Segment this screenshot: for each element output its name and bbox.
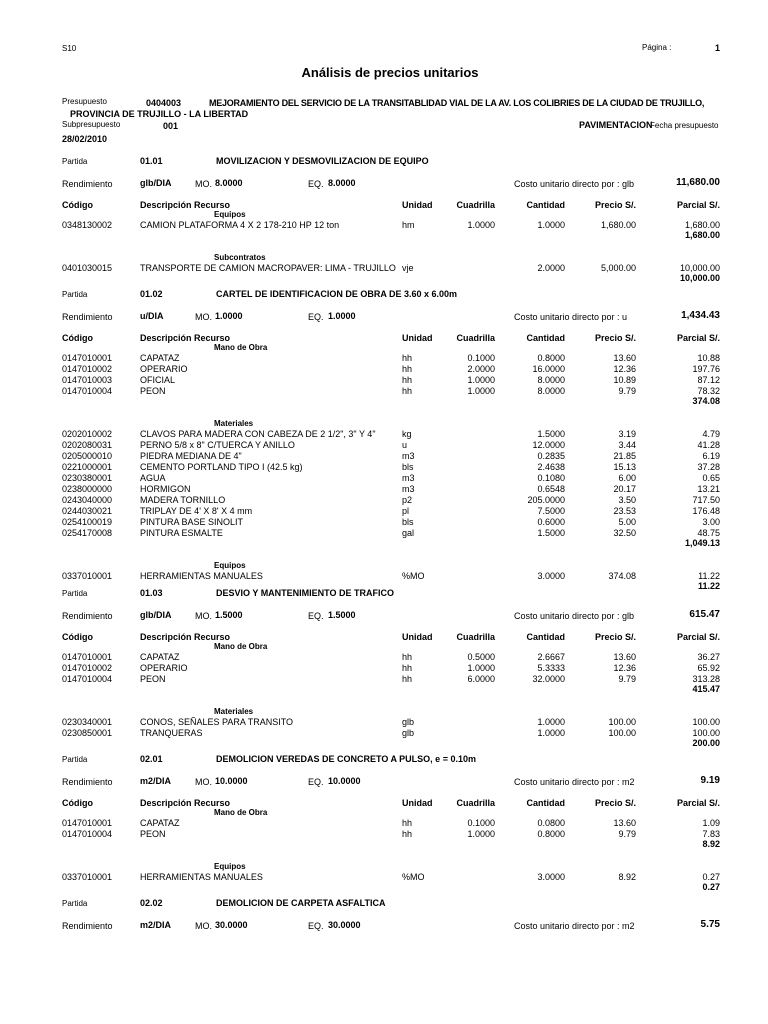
resource-parcial: 13.21	[697, 484, 720, 494]
resource-unit: hh	[402, 652, 413, 662]
resource-precio: 13.60	[613, 353, 636, 363]
resource-unit: hh	[402, 663, 413, 673]
costo-unitario-label: Costo unitario directo por : u	[514, 312, 628, 322]
resource-precio: 5.00	[618, 517, 636, 527]
col-header-codigo: Código	[62, 798, 93, 808]
resource-code: 0244030021	[62, 506, 113, 516]
resource-cantidad: 3.0000	[537, 872, 565, 882]
eq-label: EQ.	[308, 312, 324, 322]
resource-parcial: 100.00	[692, 728, 720, 738]
partida-name: DEMOLICION VEREDAS DE CONCRETO A PULSO, e = 0.10m	[216, 754, 476, 764]
resource-precio: 100.00	[608, 717, 636, 727]
resource-cantidad: 2.6667	[537, 652, 565, 662]
resource-precio: 23.53	[613, 506, 636, 516]
resource-description: MADERA TORNILLO	[140, 495, 226, 505]
resource-cantidad: 1.0000	[537, 728, 565, 738]
group-heading: Mano de Obra	[214, 642, 268, 651]
col-header-parcial: Parcial S/.	[676, 333, 720, 343]
mo-label: MO.	[195, 921, 212, 931]
mo-value: 8.0000	[215, 178, 243, 188]
resource-cuadrilla: 1.0000	[467, 829, 495, 839]
resource-cuadrilla: 1.0000	[467, 375, 495, 385]
resource-cantidad: 1.5000	[537, 429, 565, 439]
resource-cantidad: 1.0000	[537, 220, 565, 230]
resource-precio: 20.17	[613, 484, 636, 494]
resource-description: AGUA	[140, 473, 166, 483]
resource-unit: %MO	[402, 872, 425, 882]
resource-precio: 100.00	[608, 728, 636, 738]
costo-unitario-value: 615.47	[689, 609, 720, 620]
group-subtotal: 1,049.13	[684, 538, 720, 548]
col-header-unidad: Unidad	[402, 200, 433, 210]
resource-description: TRIPLAY DE 4' X 8' X 4 mm	[140, 506, 253, 516]
resource-parcial: 11.22	[698, 571, 720, 581]
col-header-precio: Precio S/.	[594, 798, 636, 808]
resource-description: PIEDRA MEDIANA DE 4"	[140, 451, 242, 461]
resource-code: 0205000010	[62, 451, 113, 461]
mo-value: 1.5000	[215, 610, 243, 620]
col-header-codigo: Código	[62, 200, 93, 210]
resource-cantidad: 8.0000	[537, 375, 565, 385]
resource-cantidad: 8.0000	[537, 386, 565, 396]
mo-label: MO.	[195, 179, 212, 189]
resource-parcial: 7.83	[702, 829, 720, 839]
resource-unit: m3	[402, 473, 415, 483]
subpresupuesto-label: Subpresupuesto	[62, 120, 121, 129]
group-subtotal: 10,000.00	[679, 273, 720, 283]
eq-value: 8.0000	[328, 178, 356, 188]
group-heading: Equipos	[214, 862, 246, 871]
resource-description: TRANSPORTE DE CAMION MACROPAVER: LIMA - TRUJILLO	[140, 263, 396, 273]
resource-code: 0147010001	[62, 353, 113, 363]
resource-unit: bls	[402, 462, 414, 472]
resource-code: 0147010001	[62, 818, 113, 828]
partida-label: Partida	[62, 290, 88, 299]
page-title: Análisis de precios unitarios	[301, 65, 479, 80]
resource-cantidad: 1.0000	[537, 717, 565, 727]
resource-unit: gal	[402, 528, 415, 538]
col-header-codigo: Código	[62, 632, 93, 642]
rendimiento-unit: glb/DIA	[140, 610, 172, 620]
group-heading: Equipos	[214, 561, 246, 570]
eq-value: 1.5000	[328, 610, 356, 620]
resource-cantidad: 205.0000	[527, 495, 565, 505]
resource-cantidad: 12.0000	[532, 440, 565, 450]
eq-label: EQ.	[308, 179, 324, 189]
eq-label: EQ.	[308, 611, 324, 621]
group-heading: Materiales	[214, 707, 254, 716]
resource-precio: 5,000.00	[600, 263, 636, 273]
resource-cantidad: 1.5000	[537, 528, 565, 538]
resource-parcial: 4.79	[702, 429, 720, 439]
resource-description: OFICIAL	[140, 375, 176, 385]
mo-label: MO.	[195, 312, 212, 322]
resource-code: 0337010001	[62, 571, 113, 581]
resource-cantidad: 2.0000	[537, 263, 565, 273]
col-header-unidad: Unidad	[402, 798, 433, 808]
partida-code: 01.02	[140, 289, 163, 299]
resource-code: 0230850001	[62, 728, 113, 738]
resource-code: 0147010002	[62, 364, 113, 374]
resource-cuadrilla: 6.0000	[467, 674, 495, 684]
costo-unitario-label: Costo unitario directo por : glb	[514, 179, 635, 189]
resource-code: 0147010003	[62, 375, 113, 385]
resource-description: CEMENTO PORTLAND TIPO I (42.5 kg)	[140, 462, 303, 472]
resource-unit: hh	[402, 674, 413, 684]
resource-unit: vje	[402, 263, 414, 273]
partida-name: MOVILIZACION Y DESMOVILIZACION DE EQUIPO	[216, 156, 429, 166]
partida-code: 02.01	[140, 754, 163, 764]
resource-cantidad: 32.0000	[532, 674, 565, 684]
resource-code: 0337010001	[62, 872, 113, 882]
costo-unitario-label: Costo unitario directo por : m2	[514, 777, 635, 787]
group-subtotal: 11.22	[697, 581, 720, 591]
rendimiento-unit: m2/DIA	[140, 776, 172, 786]
fecha-label: Fecha presupuesto	[650, 121, 719, 130]
resource-unit: p2	[402, 495, 413, 505]
partida-name: DEMOLICION DE CARPETA ASFALTICA	[216, 898, 386, 908]
resource-precio: 12.36	[613, 663, 636, 673]
resource-unit: bls	[402, 517, 414, 527]
mo-value: 10.0000	[215, 776, 248, 786]
resource-precio: 9.79	[618, 386, 636, 396]
resource-precio: 15.13	[613, 462, 636, 472]
eq-label: EQ.	[308, 921, 324, 931]
resource-unit: kg	[402, 429, 412, 439]
resource-description: CLAVOS PARA MADERA CON CABEZA DE 2 1/2", 3" Y 4"	[140, 429, 376, 439]
group-subtotal: 8.92	[702, 839, 720, 849]
rendimiento-unit: u/DIA	[140, 311, 164, 321]
resource-description: PERNO 5/8 x 8" C/TUERCA Y ANILLO	[140, 440, 295, 450]
col-header-cuadrilla: Cuadrilla	[456, 333, 495, 343]
rendimiento-label: Rendimiento	[62, 179, 113, 189]
mo-label: MO.	[195, 777, 212, 787]
resource-unit: glb	[402, 728, 415, 738]
resource-code: 0401030015	[62, 263, 113, 273]
resource-precio: 32.50	[613, 528, 636, 538]
col-header-descripcion: Descripción Recurso	[140, 200, 231, 210]
resource-parcial: 1,680.00	[684, 220, 720, 230]
resource-parcial: 41.28	[697, 440, 720, 450]
resource-code: 0147010002	[62, 663, 113, 673]
resource-unit: pl	[402, 506, 410, 516]
fecha-presupuesto: 28/02/2010	[62, 134, 108, 144]
costo-unitario-label: Costo unitario directo por : m2	[514, 921, 635, 931]
resource-unit: glb	[402, 717, 415, 727]
col-header-precio: Precio S/.	[594, 200, 636, 210]
rendimiento-unit: m2/DIA	[140, 920, 172, 930]
resource-cantidad: 0.8000	[537, 829, 565, 839]
resource-cuadrilla: 1.0000	[467, 220, 495, 230]
resource-parcial: 78.32	[697, 386, 720, 396]
resource-parcial: 6.19	[702, 451, 720, 461]
group-heading: Materiales	[214, 419, 254, 428]
resource-description: CONOS, SEÑALES PARA TRANSITO	[140, 717, 294, 727]
resource-description: PEON	[140, 674, 166, 684]
resource-description: HERRAMIENTAS MANUALES	[140, 571, 263, 581]
partida-code: 01.01	[140, 156, 163, 166]
presupuesto-label: Presupuesto	[62, 97, 107, 106]
resource-code: 0147010004	[62, 674, 113, 684]
resource-precio: 13.60	[613, 652, 636, 662]
resource-parcial: 0.65	[702, 473, 720, 483]
group-subtotal: 200.00	[692, 738, 720, 748]
costo-unitario-value: 9.19	[700, 775, 720, 786]
resource-unit: hh	[402, 375, 413, 385]
col-header-cuadrilla: Cuadrilla	[456, 798, 495, 808]
resource-precio: 1,680.00	[600, 220, 636, 230]
rendimiento-label: Rendimiento	[62, 921, 113, 931]
partida-name: CARTEL DE IDENTIFICACION DE OBRA DE 3.60 x 6.00m	[216, 289, 458, 299]
resource-precio: 8.92	[618, 872, 636, 882]
resource-unit: u	[402, 440, 408, 450]
rendimiento-label: Rendimiento	[62, 777, 113, 787]
col-header-unidad: Unidad	[402, 333, 433, 343]
resource-parcial: 313.28	[692, 674, 720, 684]
resource-cantidad: 2.4638	[537, 462, 565, 472]
resource-cuadrilla: 2.0000	[467, 364, 495, 374]
partida-label: Partida	[62, 157, 88, 166]
resource-cantidad: 0.6548	[537, 484, 565, 494]
resource-cuadrilla: 0.5000	[467, 652, 495, 662]
resource-precio: 3.50	[618, 495, 636, 505]
resource-cantidad: 0.6000	[537, 517, 565, 527]
col-header-parcial: Parcial S/.	[676, 632, 720, 642]
col-header-cuadrilla: Cuadrilla	[456, 200, 495, 210]
resource-precio: 6.00	[618, 473, 636, 483]
resource-parcial: 10,000.00	[679, 263, 720, 273]
resource-precio: 21.85	[613, 451, 636, 461]
group-heading: Mano de Obra	[214, 343, 268, 352]
eq-value: 30.0000	[328, 920, 361, 930]
resource-parcial: 36.27	[697, 652, 720, 662]
resource-unit: hh	[402, 386, 413, 396]
resource-code: 0202010002	[62, 429, 113, 439]
col-header-precio: Precio S/.	[594, 333, 636, 343]
resource-code: 0254170008	[62, 528, 113, 538]
resource-cuadrilla: 1.0000	[467, 386, 495, 396]
resource-precio: 3.19	[618, 429, 636, 439]
col-header-cantidad: Cantidad	[526, 200, 565, 210]
eq-label: EQ.	[308, 777, 324, 787]
costo-unitario-value: 5.75	[700, 919, 720, 930]
resource-description: OPERARIO	[140, 663, 188, 673]
resource-unit: hh	[402, 818, 413, 828]
col-header-codigo: Código	[62, 333, 93, 343]
resource-code: 0243040000	[62, 495, 113, 505]
resource-precio: 12.36	[613, 364, 636, 374]
resource-unit: m3	[402, 484, 415, 494]
resource-cantidad: 3.0000	[537, 571, 565, 581]
resource-cantidad: 7.5000	[537, 506, 565, 516]
resource-code: 0147010001	[62, 652, 113, 662]
resource-code: 0202080031	[62, 440, 113, 450]
resource-unit: hh	[402, 364, 413, 374]
subpresupuesto-code: 001	[163, 121, 179, 131]
col-header-parcial: Parcial S/.	[676, 200, 720, 210]
report-code: S10	[62, 44, 77, 53]
resource-description: TRANQUERAS	[140, 728, 203, 738]
group-subtotal: 374.08	[692, 396, 720, 406]
group-subtotal: 415.47	[692, 684, 720, 694]
resource-parcial: 37.28	[697, 462, 720, 472]
resource-parcial: 197.76	[692, 364, 720, 374]
col-header-unidad: Unidad	[402, 632, 433, 642]
resource-code: 0230380001	[62, 473, 113, 483]
resource-cantidad: 0.2835	[537, 451, 565, 461]
resource-description: CAPATAZ	[140, 818, 180, 828]
resource-description: OPERARIO	[140, 364, 188, 374]
resource-cuadrilla: 0.1000	[467, 818, 495, 828]
resource-cantidad: 0.0800	[537, 818, 565, 828]
col-header-parcial: Parcial S/.	[676, 798, 720, 808]
resource-unit: hh	[402, 829, 413, 839]
resource-description: PINTURA ESMALTE	[140, 528, 223, 538]
partida-label: Partida	[62, 899, 88, 908]
costo-unitario-label: Costo unitario directo por : glb	[514, 611, 635, 621]
resource-description: PEON	[140, 386, 166, 396]
resource-code: 0238000000	[62, 484, 113, 494]
partida-label: Partida	[62, 755, 88, 764]
col-header-precio: Precio S/.	[594, 632, 636, 642]
mo-value: 30.0000	[215, 920, 248, 930]
rendimiento-unit: glb/DIA	[140, 178, 172, 188]
resource-precio: 9.79	[618, 674, 636, 684]
resource-parcial: 1.09	[702, 818, 720, 828]
resource-cantidad: 0.1080	[537, 473, 565, 483]
resource-unit: hh	[402, 353, 413, 363]
resource-parcial: 87.12	[697, 375, 720, 385]
resource-parcial: 10.88	[697, 353, 720, 363]
resource-description: CAPATAZ	[140, 353, 180, 363]
partida-name: DESVIO Y MANTENIMIENTO DE TRAFICO	[216, 588, 395, 598]
presupuesto-code: 0404003	[146, 98, 182, 108]
col-header-cantidad: Cantidad	[526, 798, 565, 808]
resource-parcial: 3.00	[702, 517, 720, 527]
resource-description: HORMIGON	[140, 484, 191, 494]
resource-cantidad: 5.3333	[537, 663, 565, 673]
mo-label: MO.	[195, 611, 212, 621]
resource-precio: 13.60	[613, 818, 636, 828]
col-header-descripcion: Descripción Recurso	[140, 798, 231, 808]
presupuesto-description-cont: PROVINCIA DE TRUJILLO - LA LIBERTAD	[70, 109, 249, 119]
resource-precio: 9.79	[618, 829, 636, 839]
eq-value: 10.0000	[328, 776, 361, 786]
page-number: 1	[714, 43, 720, 53]
resource-description: PEON	[140, 829, 166, 839]
partida-code: 02.02	[140, 898, 163, 908]
costo-unitario-value: 1,434.43	[681, 310, 720, 321]
mo-value: 1.0000	[215, 311, 243, 321]
resource-precio: 10.89	[613, 375, 636, 385]
subpresupuesto-name: PAVIMENTACION	[579, 120, 653, 130]
page-label: Página :	[642, 43, 672, 52]
resource-precio: 3.44	[618, 440, 636, 450]
resource-cantidad: 0.8000	[537, 353, 565, 363]
col-header-cantidad: Cantidad	[526, 632, 565, 642]
group-heading: Subcontratos	[214, 253, 266, 262]
resource-parcial: 100.00	[692, 717, 720, 727]
partida-label: Partida	[62, 589, 88, 598]
group-subtotal: 0.27	[702, 882, 720, 892]
resource-description: PINTURA BASE SINOLIT	[140, 517, 244, 527]
resource-unit: hm	[402, 220, 415, 230]
rendimiento-label: Rendimiento	[62, 312, 113, 322]
eq-value: 1.0000	[328, 311, 356, 321]
resource-parcial: 65.92	[697, 663, 720, 673]
col-header-cantidad: Cantidad	[526, 333, 565, 343]
resource-code: 0147010004	[62, 829, 113, 839]
col-header-descripcion: Descripción Recurso	[140, 333, 231, 343]
resource-parcial: 717.50	[692, 495, 720, 505]
presupuesto-description: MEJORAMIENTO DEL SERVICIO DE LA TRANSITABLIDAD VIAL DE LA AV. LOS COLIBRIES DE LA CIUDAD DE TRUJILLO,	[209, 98, 705, 108]
col-header-descripcion: Descripción Recurso	[140, 632, 231, 642]
resource-unit: m3	[402, 451, 415, 461]
col-header-cuadrilla: Cuadrilla	[456, 632, 495, 642]
resource-cuadrilla: 0.1000	[467, 353, 495, 363]
resource-description: HERRAMIENTAS MANUALES	[140, 872, 263, 882]
resource-unit: %MO	[402, 571, 425, 581]
group-heading: Equipos	[214, 210, 246, 219]
resource-code: 0254100019	[62, 517, 113, 527]
resource-cuadrilla: 1.0000	[467, 663, 495, 673]
resource-description: CAMION PLATAFORMA 4 X 2 178-210 HP 12 ton	[140, 220, 340, 230]
group-heading: Mano de Obra	[214, 808, 268, 817]
resource-code: 0221000001	[62, 462, 113, 472]
resource-parcial: 176.48	[692, 506, 720, 516]
resource-parcial: 48.75	[697, 528, 720, 538]
resource-code: 0230340001	[62, 717, 113, 727]
resource-code: 0348130002	[62, 220, 113, 230]
resource-cantidad: 16.0000	[532, 364, 565, 374]
rendimiento-label: Rendimiento	[62, 611, 113, 621]
partida-code: 01.03	[140, 588, 163, 598]
resource-description: CAPATAZ	[140, 652, 180, 662]
resource-precio: 374.08	[608, 571, 636, 581]
resource-parcial: 0.27	[702, 872, 720, 882]
resource-code: 0147010004	[62, 386, 113, 396]
costo-unitario-value: 11,680.00	[676, 177, 720, 188]
group-subtotal: 1,680.00	[684, 230, 720, 240]
